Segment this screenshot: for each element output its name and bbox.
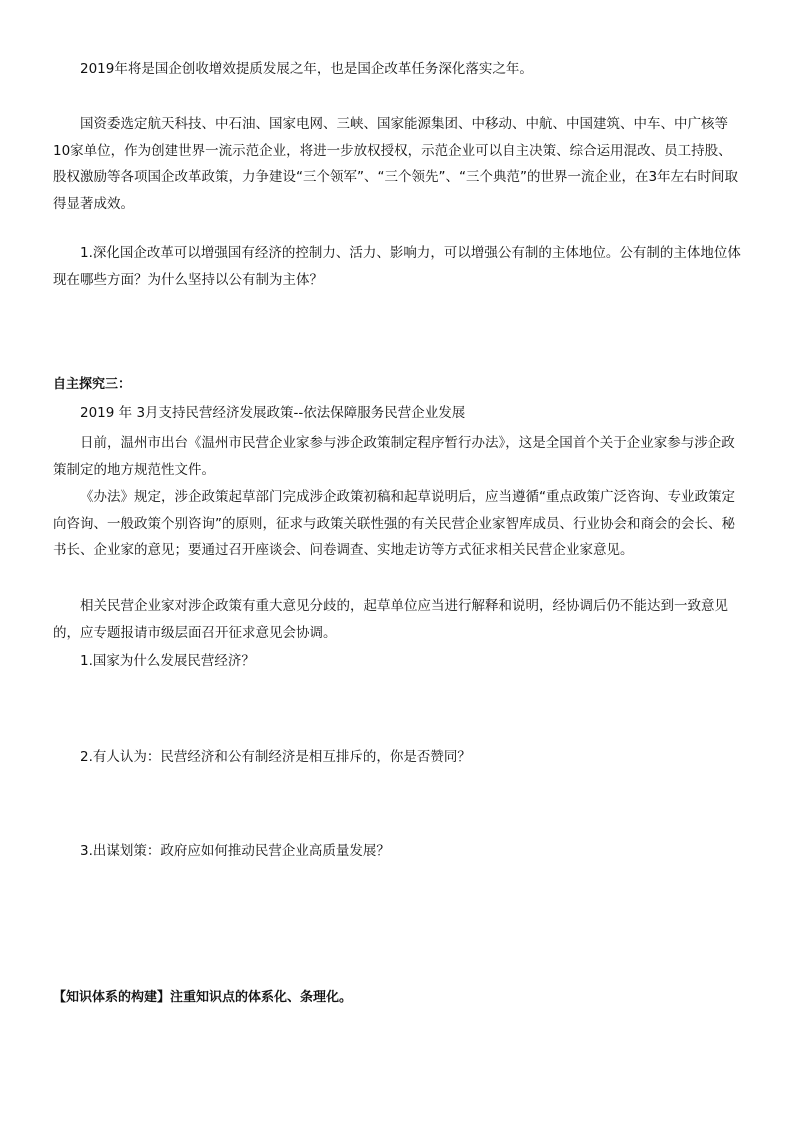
- intro-paragraph-1: 2019年将是国企创收增效提质发展之年，也是国企改革任务深化落实之年。: [80, 61, 533, 77]
- section-three-paragraph-3: 相关民营企业家对涉企政策有重大意见分歧的，起草单位应当进行解释和说明，经协调后仍不能达到一致意见的，应专题报请市级层面召开征求意见会协调。: [53, 598, 728, 641]
- section-three-question-1: 1.国家为什么发展民营经济？: [80, 653, 255, 669]
- section-three-question-2: 2.有人认为：民营经济和公有制经济是相互排斥的，你是否赞同？: [80, 749, 471, 765]
- knowledge-system-line: [53, 986, 352, 1005]
- section-three-subtitle: 2019 年 3月支持民营经济发展政策--依法保障服务民营企业发展: [80, 405, 466, 421]
- intro-question-1: 1.深化国企改革可以增强国有经济的控制力、活力、影响力，可以增强公有制的主体地位。公有制的主体地位体现在哪些方面？为什么坚持以公有制为主体？: [53, 245, 741, 288]
- intro-paragraph-2: 国资委选定航天科技、中石油、国家电网、三峡、国家能源集团、中移动、中航、中国建筑、中车、中广核等10家单位，作为创建世界一流示范企业，将进一步放权授权，示范企业可以自主决策、综合运用混改、员工持股、股权激励等各项国企改革政策，力争建设“三个领军”、“三个领先”、“三个典范”的世界一流企业，在3年左右时间取得显著成效。: [53, 116, 739, 212]
- section-three-paragraph-1: 日前，温州市出台《温州市民营企业家参与涉企政策制定程序暂行办法》，这是全国首个关于企业家参与涉企政策制定的地方规范性文件。: [53, 435, 735, 478]
- knowledge-system-text: 注重知识点的体系化、条理化。: [170, 990, 353, 1005]
- section-three-heading: 自主探究三：: [53, 377, 132, 392]
- section-three-paragraph-2: 《办法》规定，涉企政策起草部门完成涉企政策初稿和起草说明后，应当遵循“重点政策广泛咨询、专业政策定向咨询、一般政策个别咨询”的原则，征求与政策关联性强的有关民营企业家智库成员、行业协会和商会的会长、秘书长、企业家的意见；要通过召开座谈会、问卷调查、实地走访等方式征求相关民营企业家意见。: [53, 489, 735, 558]
- knowledge-system-label: 【知识体系的构建】: [53, 990, 171, 1005]
- section-three-question-3: 3.出谋划策：政府应如何推动民营企业高质量发展？: [80, 843, 390, 859]
